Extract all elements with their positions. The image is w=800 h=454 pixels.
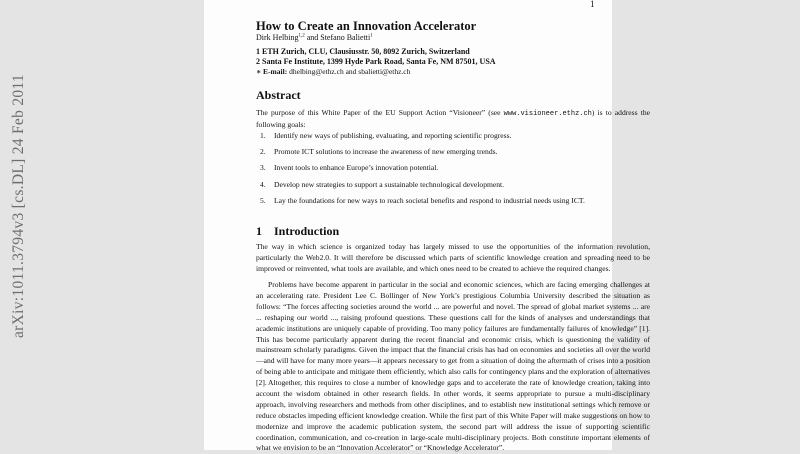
list-item — [260, 180, 650, 191]
list-item — [260, 163, 650, 174]
intro-paragraph-2: Problems have become apparent in particular in the social and economic sciences, which are facing emerging challenges at an accelerating rate. President Lee C. Bollinger of New York’s prestigious Columbia University described the situation as follows: “The forces affecting societies around the world ... are powerful and novel. The spread of global market systems ... are ... reshaping our world ..., raising profound questions. These questions call for the kinds of analyses and understandings that academic institutions are uniquely capable of providing. Too many policy failures are fundamentally failures of knowledge” [1]. This has become particularly apparent during the recent financial and economic crisis, which is questioning the validity of mainstream scholarly paradigms. Given the impact that the financial crisis has had on economies and societies all over the world—and will have for many more years—it appears necessary to get from a situation of doing the aftermath of crises into a position of being able to anticipate and mitigate them efficiently, which also calls for contingency plans and the exploration of alternatives [2]. — [256, 280, 650, 388]
list-item — [260, 147, 650, 158]
abstract-intro — [256, 108, 650, 131]
arxiv-stamp: arXiv:1011.3794v3 [cs.DL] 24 Feb 2011 — [10, 74, 27, 338]
visioneer-url-link[interactable]: www.visioneer.ethz.ch — [503, 110, 592, 118]
author-affiliation-mark: 1,2 — [298, 33, 305, 39]
author-affiliation-mark: 1 — [370, 33, 373, 39]
section-heading-introduction — [256, 224, 339, 239]
list-item-text: Lay the foundations for new ways to reach societal benefits and respond to industrial needs using ICT. — [274, 195, 585, 205]
affiliation-1: 1 ETH Zurich, CLU, Clausiusstr. 50, 8092 Zurich, Switzerland — [256, 47, 470, 56]
author-connector: and — [304, 33, 321, 42]
list-item-text: Identify new ways of publishing, evaluating, and reporting scientific progress. — [274, 131, 512, 140]
author-name: Dirk Helbing — [256, 33, 299, 42]
paper-title: How to Create an Innovation Accelerator — [256, 19, 477, 33]
email-addresses: dhelbing@ethz.ch and sbalietti@ethz.ch — [287, 67, 411, 76]
list-item-text: Promote ICT solutions to increase the awareness of new emerging trends. — [274, 147, 498, 157]
section-title: Introduction — [274, 224, 340, 238]
list-item-number: 4. — [260, 179, 266, 189]
goals-list — [260, 131, 650, 212]
abstract-heading: Abstract — [256, 88, 301, 102]
list-item — [260, 131, 650, 142]
list-item — [260, 196, 650, 207]
list-item-number: 1. — [260, 131, 266, 140]
intro-paragraph-1: The way in which science is organized today has largely missed to use the opportunities of the information revolution, particularly the Web2.0. It will therefore be discussed which parts of scientific knowledge creation and spreading need to be improved or reinvented, what tools are available, and which ones need to be created to achieve the required changes. — [256, 242, 650, 273]
intro-paragraph-3: Altogether, this requires to close a number of knowledge gaps and to accelerate the rate of knowledge creation, taking into account the wisdom obtained in other research fields. In other words, it seems appropriate to pursue a multi-disciplinary approach, involving researchers and methods from other disciplines, and to establish new institutional settings which remove or reduce obstacles impeding efficient knowledge creation. While the first part of this White Paper will make suggestions on how to modernize and improve the academic publication system, the second part will address the issue of supporting scientific coordination, communication, and co-creation in large-scale multi-disciplinary projects. Both constitute important elements of what we envision to be an “Innovation Accelerator” or “Knowledge Accelerator”. — [256, 378, 650, 453]
list-item-text: Invent tools to enhance Europe’s innovation potential. — [274, 163, 439, 173]
list-item-number: 3. — [260, 163, 266, 173]
abstract-intro-text: The purpose of this White Paper of the EU Support Action “Visioneer” (see — [256, 108, 504, 117]
abstract-intro-text: ) is to address the following goals: — [256, 108, 650, 129]
list-item-text: Develop new strategies to support a sustainable technological development. — [274, 179, 505, 189]
list-item-number: 5. — [260, 195, 266, 205]
page-number: 1 — [590, 0, 595, 9]
paper-page — [204, 0, 650, 453]
author-line — [256, 33, 373, 42]
email-line — [256, 67, 410, 76]
email-label: ∗ E-mail: — [256, 67, 288, 76]
list-item-number: 2. — [260, 147, 266, 157]
section-number: 1 — [256, 224, 262, 238]
author-name: Stefano Balietti — [320, 33, 371, 42]
affiliation-2: 2 Santa Fe Institute, 1399 Hyde Park Road, Santa Fe, NM 87501, USA — [256, 57, 496, 66]
